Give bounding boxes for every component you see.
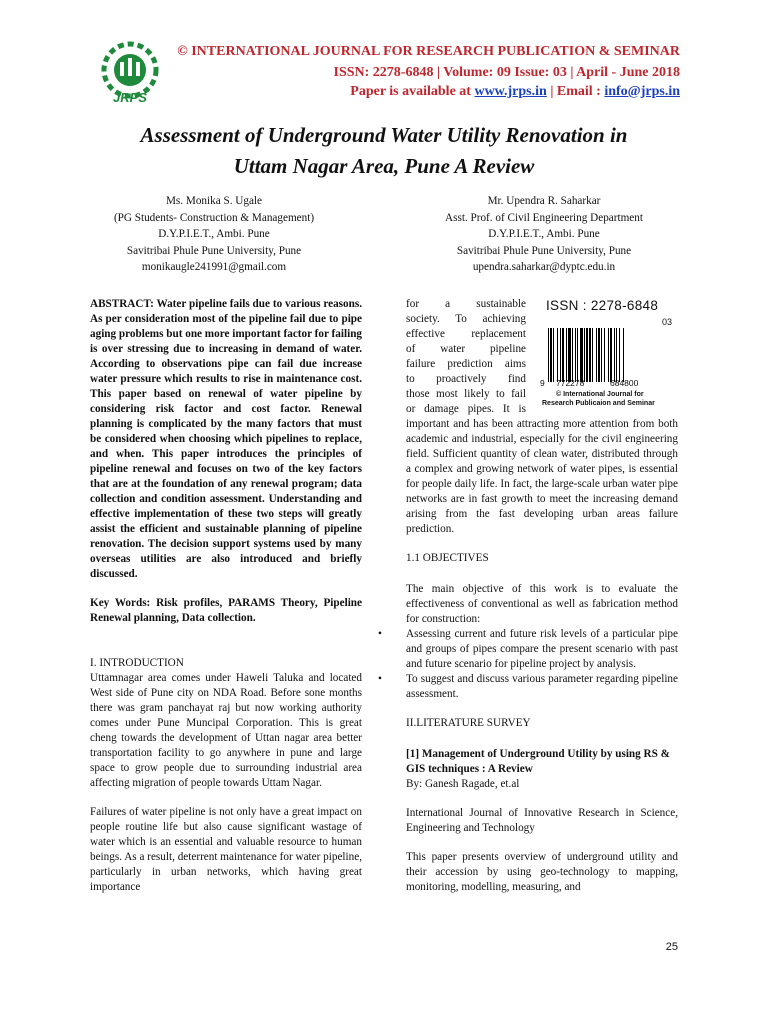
title-line-2: Uttam Nagar Area, Pune A Review <box>233 154 535 178</box>
author-name: Mr. Upendra R. Saharkar <box>487 195 601 207</box>
barcode-bar <box>566 328 567 382</box>
barcode-bar <box>575 328 576 382</box>
barcode-bar <box>572 328 573 382</box>
barcode-digit-right: 684800 <box>610 378 639 388</box>
literature-survey-heading: II.LITERATURE SURVEY <box>406 717 531 729</box>
journal-email-link[interactable]: info@jrps.in <box>604 84 680 99</box>
abstract-text: ABSTRACT: Water pipeline fails due to various reasons. As per consideration most of the pipeline fail due to pipe aging problems but one more important factor for failing is over stressing due to increasing in demand of water. According to observations pipe can fail due increase water pressure which results to rise in maintenance cost. This paper based on renewal of water pipeline by considering risk factor and cost factor. Renewal planning is complicated by the many factors that must be considered when choosing which pipelines to replace, and when. This paper introduces the principles of pipeline renewal and focuses on two of the key factors that are at the foundation of any renewal program; data collection and condition assessment. Understanding and effective implementation of these two steps will greatly assist the efficient and sustainable planning of pipeline renovation. The decision support systems used by many overseas utilities are also introduced and briefly discussed. <box>90 298 363 580</box>
reference-1-journal: International Journal of Innovative Research in Science, Engineering and Technology <box>406 807 678 834</box>
barcode-bar <box>584 328 585 382</box>
author-email[interactable]: upendra.saharkar@dyptc.edu.in <box>472 261 616 273</box>
barcode-bar <box>562 328 564 382</box>
title-line-1: Assessment of Underground Water Utility Renovation in <box>140 123 628 147</box>
barcode-bar <box>586 328 588 382</box>
barcode-bar <box>548 328 549 382</box>
right-column-wrap-text <box>406 297 526 417</box>
introduction-paragraph-1: Uttamnagar area comes under Haweli Taluka and located West side of Pune city on NDA Road. Before sone months there was gram panchayat raj but now working authority comes under Pune Muncipal Corporation. This is great cheng towards the development of Uttan nagar area better transportation facility to go anywhere in pune and large space to grow people due to surrounding industrial area affecting migration of people towards Uttam Nagar. <box>90 672 362 789</box>
journal-url-link[interactable]: www.jrps.in <box>474 84 547 99</box>
journal-header-line2: ISSN: 2278-6848 | Volume: 09 Issue: 03 | April - June 2018 <box>333 65 680 80</box>
barcode-bar <box>568 328 571 382</box>
author-email[interactable]: monikaugle241991@gmail.com <box>141 261 287 273</box>
barcode-caption-1: © International Journal for <box>556 391 644 398</box>
objective-bullet-1 <box>378 627 678 672</box>
barcode-bar <box>616 328 617 382</box>
objectives-intro: The main objective of this work is to evaluate the effectiveness of conventional as well as fabrication method for construction: <box>406 583 678 625</box>
author-university: Savitribai Phule Pune University, Pune <box>126 244 302 257</box>
issn-label: ISSN : 2278-6848 <box>546 298 659 313</box>
wrap-line: of water pipeline <box>406 343 526 355</box>
paper-title <box>60 120 708 182</box>
journal-header-line3 <box>350 84 680 100</box>
barcode-bar <box>623 328 624 382</box>
barcode-bar <box>598 328 600 382</box>
intro-continued-text: important and has been attracting more attention from both academic and industrial, especially for the civil engineering field. Sufficient quantity of clean water, distributed through a complex and growing network of water pipes, is essential for people daily life. In fact, the large-scale urban water pipe networks are in fast growth to meet the increasing demand arising from the fast developing urban areas failure prediction. <box>406 418 678 535</box>
page-number: 25 <box>665 941 678 953</box>
barcode-bar <box>614 328 615 382</box>
barcode-bar <box>604 328 605 382</box>
wrap-line: failure prediction aims <box>406 358 526 370</box>
reference-1-title: [1] Management of Underground Utility by using RS & GIS techniques : A Review <box>406 748 670 775</box>
logo-graphic <box>84 40 176 106</box>
barcode-bar <box>610 328 612 382</box>
introduction-heading: I. INTRODUCTION <box>90 657 184 669</box>
barcode-digit-left: 9 <box>540 378 545 388</box>
left-column <box>90 297 362 895</box>
author-institute: D.Y.P.I.E.T., Ambi. Pune <box>158 228 270 240</box>
barcode-bar <box>553 328 554 382</box>
barcode-bars <box>548 328 668 382</box>
barcode-bar <box>580 328 583 382</box>
barcode-bar <box>560 328 561 382</box>
journal-logo <box>84 40 176 106</box>
barcode-bar <box>550 328 552 382</box>
objectives-heading: 1.1 OBJECTIVES <box>406 552 489 564</box>
journal-header-line1: © INTERNATIONAL JOURNAL FOR RESEARCH PUBLICATION & SEMINAR <box>177 44 680 59</box>
wrap-line: society. To achieving <box>406 313 526 325</box>
bullet-text: Assessing current and future risk levels of a particular pipe and groups of pipes compare the present scenario with past and future scenario for pipeline project by analysis. <box>406 628 678 670</box>
wrap-line: to proactively find <box>406 373 526 385</box>
barcode-digit-mid: 772278 <box>556 378 585 388</box>
barcode-bar <box>601 328 602 382</box>
introduction-paragraph-2: Failures of water pipeline is not only have a great impact on people routine life but also cause significant wastage of water which is an essential and valuable resource to human beings. As a result, deterrent maintenance for water pipeline, particularly in urban networks, which having great importance <box>90 806 362 893</box>
bullet-marker: • <box>378 628 382 640</box>
wrap-line: for a sustainable <box>406 298 526 310</box>
email-label: | Email : <box>546 84 605 99</box>
author-role: Asst. Prof. of Civil Engineering Department <box>445 211 643 224</box>
barcode-bar <box>589 328 591 382</box>
wrap-line: those most likely to fail <box>406 388 526 400</box>
logo-text: JRPS <box>113 90 147 105</box>
barcode-caption-2: Research Publicaion and Seminar <box>542 400 655 407</box>
wrap-line: or damage pipes. It is <box>406 403 526 415</box>
right-column <box>378 417 678 895</box>
availability-label: Paper is available at <box>350 84 475 99</box>
barcode-bar <box>577 328 578 382</box>
barcode-bar <box>608 328 609 382</box>
barcode-bar <box>596 328 597 382</box>
reference-1-authors: By: Ganesh Ragade, et.al <box>406 778 520 790</box>
author-name: Ms. Monika S. Ugale <box>165 195 263 207</box>
wrap-line: effective replacement <box>406 328 526 340</box>
author-block-1 <box>80 193 348 276</box>
issue-label: 03 <box>661 317 672 327</box>
author-role: (PG Students- Construction & Management) <box>113 211 315 224</box>
bullet-text: To suggest and discuss various parameter regarding pipeline assessment. <box>406 673 678 700</box>
author-institute: D.Y.P.I.E.T., Ambi. Pune <box>488 228 600 240</box>
reference-1-summary: This paper presents overview of underground utility and their accession by using geo-technology to mapping, monitoring, modelling, measuring, and <box>406 851 678 893</box>
author-university: Savitribai Phule Pune University, Pune <box>456 244 632 257</box>
barcode-bar <box>557 328 558 382</box>
bullet-marker: • <box>378 673 382 685</box>
barcode-bar <box>592 328 593 382</box>
issn-barcode <box>538 298 678 414</box>
objective-bullet-2 <box>378 672 678 702</box>
keywords-text: Key Words: Risk profiles, PARAMS Theory, Pipeline Renewal planning, Data collection. <box>90 597 362 624</box>
barcode-bar <box>619 328 620 382</box>
author-block-2 <box>410 193 678 276</box>
